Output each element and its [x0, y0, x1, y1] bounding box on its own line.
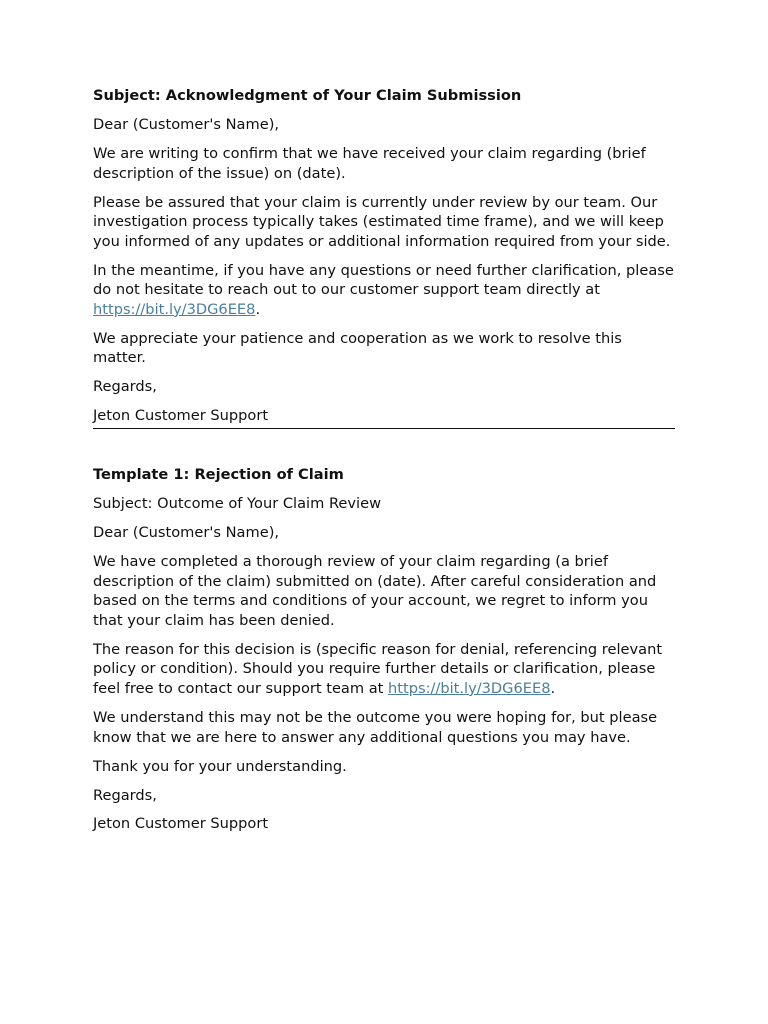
acknowledgment-paragraph-2: Please be assured that your claim is currently under review by our team. Our investigation process typically takes (estimated time frame), and we will keep you informed of any updates or additional information required from your side. — [93, 193, 671, 250]
acknowledgment-paragraph-3 — [93, 261, 675, 320]
rejection-closing: Regards, — [93, 786, 157, 804]
acknowledgment-section — [93, 86, 675, 426]
rejection-paragraph-2-text: The reason for this decision is (specific reason for denial, referencing relevant policy or condition). Should you require further details or clarification, please feel free to contact our support team at — [93, 640, 663, 697]
rejection-section — [93, 465, 675, 834]
acknowledgment-support-link[interactable]: https://bit.ly/3DG6EE8 — [93, 300, 256, 318]
rejection-template-title: Template 1: Rejection of Claim — [93, 466, 344, 484]
acknowledgment-signature: Jeton Customer Support — [93, 407, 269, 425]
acknowledgment-paragraph-3-end: . — [255, 300, 261, 318]
acknowledgment-subject: Subject: Acknowledgment of Your Claim Submission — [93, 87, 522, 104]
rejection-paragraph-4: Thank you for your understanding. — [93, 757, 347, 775]
acknowledgment-paragraph-3-text: In the meantime, if you have any questions or need further clarification, please do not hesitate to reach out to our customer support team directly at — [93, 261, 674, 299]
rejection-signature: Jeton Customer Support — [93, 815, 269, 833]
rejection-support-link[interactable]: https://bit.ly/3DG6EE8 — [388, 679, 551, 697]
rejection-paragraph-2-end: . — [550, 679, 556, 697]
rejection-subject: Subject: Outcome of Your Claim Review — [93, 495, 382, 513]
acknowledgment-paragraph-1: We are writing to confirm that we have received your claim regarding (brief description of the issue) on (date). — [93, 144, 646, 182]
rejection-paragraph-3: We understand this may not be the outcome you were hoping for, but please know that we are here to answer any additional questions you may have. — [93, 708, 658, 746]
acknowledgment-greeting: Dear (Customer's Name), — [93, 115, 280, 133]
section-divider — [93, 428, 675, 429]
rejection-paragraph-2 — [93, 640, 675, 699]
rejection-greeting: Dear (Customer's Name), — [93, 524, 280, 542]
acknowledgment-closing: Regards, — [93, 378, 157, 396]
acknowledgment-paragraph-4: We appreciate your patience and cooperation as we work to resolve this matter. — [93, 329, 622, 367]
document-page — [93, 86, 675, 843]
rejection-paragraph-1: We have completed a thorough review of your claim regarding (a brief description of the claim) submitted on (date). After careful consideration and based on the terms and conditions of your account, we regret to inform you that your claim has been denied. — [93, 553, 657, 629]
